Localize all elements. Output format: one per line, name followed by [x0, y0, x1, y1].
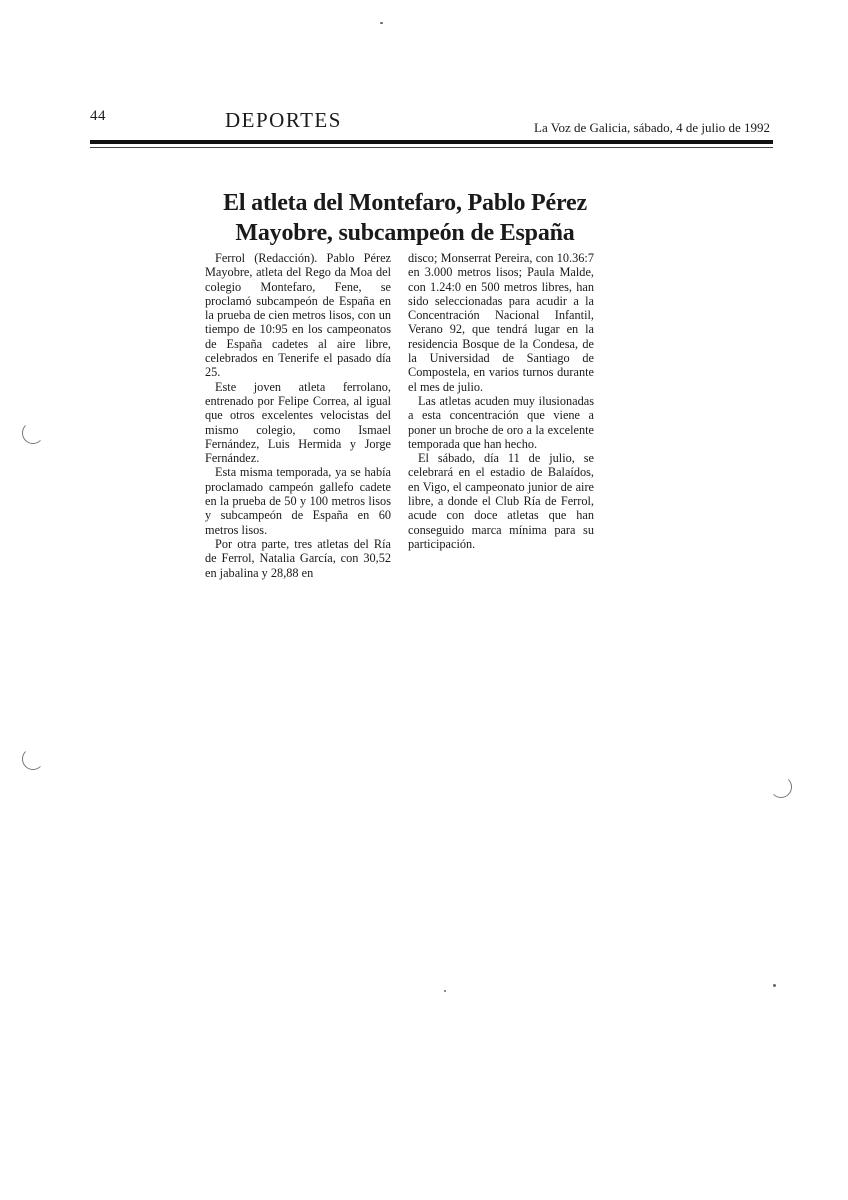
header-rule-thin — [90, 147, 773, 148]
article-paragraph: Este joven atleta ferrolano, entrenado por Felipe Correa, al igual que otros excelentes velocistas del mismo colegio, como Ismael Fernández, Luis Hermida y Jorge Fernández. — [205, 379, 391, 466]
article-paragraph: El sábado, día 11 de julio, se celebrará en el estadio de Balaídos, en Vigo, el campeonato junior de aire libre, a donde el Club Ría de Ferrol, acude con doce atletas que han conseguido marca mínima para su participación. — [408, 451, 594, 551]
article-column-left — [205, 251, 391, 580]
scan-speck — [380, 22, 383, 24]
header-rule-thick — [90, 140, 773, 144]
section-title: DEPORTES — [225, 108, 342, 132]
page-number: 44 — [90, 108, 106, 124]
scan-punch-mark — [770, 776, 792, 798]
scan-speck — [773, 984, 776, 987]
article-paragraph: Ferrol (Redacción). Pablo Pérez Mayobre, atleta del Rego da Moa del colegio Montefaro, Fene, se proclamó subcampeón de España en la prueba de cien metros lisos, con un tiempo de 10:95 en los campeonatos de España cadetes al aire libre, celebrados en Tenerife el pasado día 25. — [205, 251, 391, 380]
scan-punch-mark — [22, 422, 44, 444]
scan-punch-mark — [22, 748, 44, 770]
article-paragraph: Las atletas acuden muy ilusionadas a esta concentración que viene a poner un broche de oro a la excelente temporada que han hecho. — [408, 393, 594, 451]
article-column-right — [408, 251, 594, 551]
article-headline: El atleta del Montefaro, Pablo Pérez Mayobre, subcampeón de España — [223, 190, 587, 246]
scan-speck — [444, 990, 446, 992]
article-paragraph: Por otra parte, tres atletas del Ría de Ferrol, Natalia García, con 30,52 en jabalina y 28,88 en — [205, 536, 391, 580]
article-paragraph: disco; Monserrat Pereira, con 10.36:7 en 3.000 metros lisos; Paula Malde, con 1.24:0 en 500 metros libres, han sido seleccionadas para acudir a la Concentración Nacional Infantil, Verano 92, que tendrá lugar en la residencia Bosque de la Condesa, de la Universidad de Santiago de Compostela, en varios turnos durante el mes de julio. — [408, 251, 594, 394]
masthead-dateline: La Voz de Galicia, sábado, 4 de julio de 1992 — [534, 120, 770, 135]
article-paragraph: Esta misma temporada, ya se había proclamado campeón gallefo cadete en la prueba de 50 y 100 metros lisos y subcampeón de España en 60 metros lisos. — [205, 465, 391, 537]
